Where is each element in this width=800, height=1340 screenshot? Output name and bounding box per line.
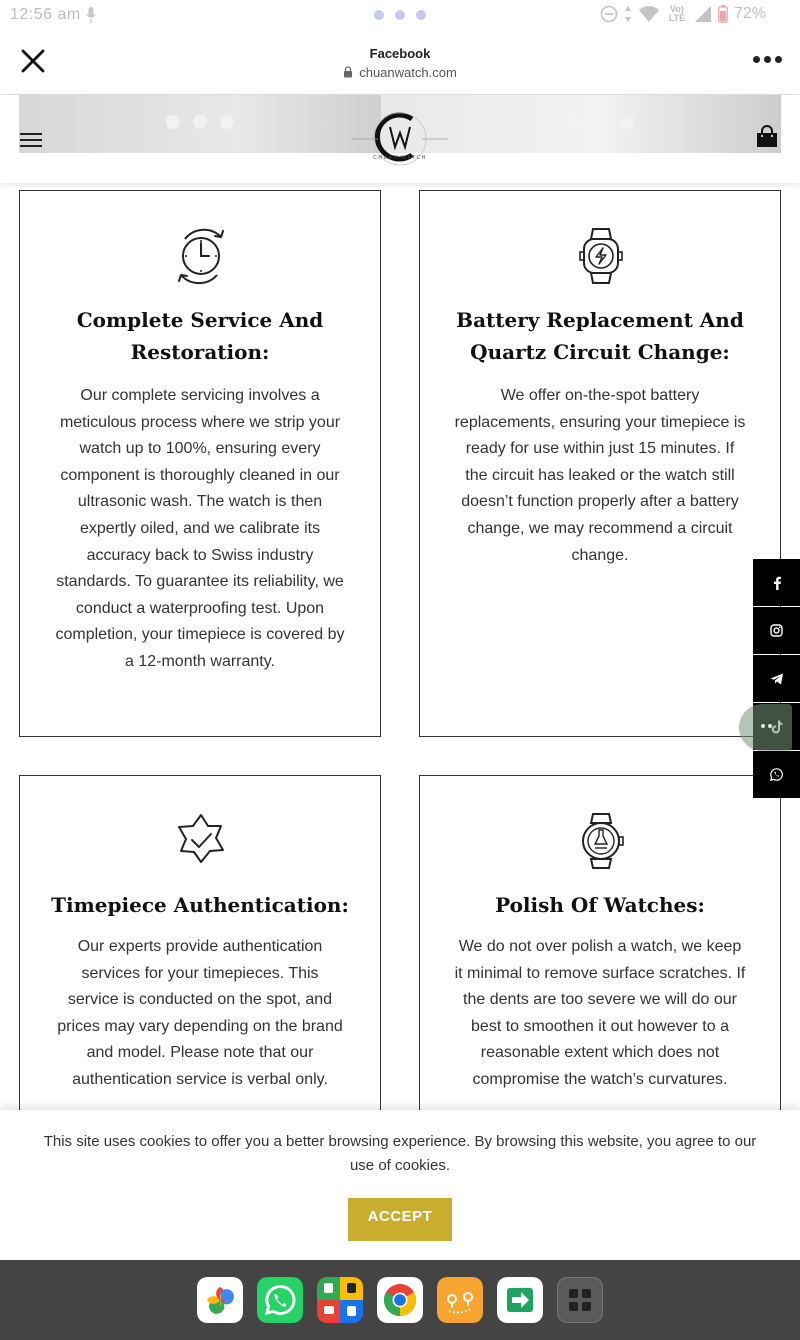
- data-arrows-icon: [624, 5, 632, 23]
- verified-badge-icon: [171, 810, 231, 872]
- whatsapp-icon: [770, 768, 783, 781]
- browser-title: Facebook: [369, 46, 431, 61]
- site-logo[interactable]: [350, 107, 450, 171]
- browser-url: [0, 65, 800, 80]
- whatsapp-button[interactable]: [753, 751, 800, 798]
- card-text: Our complete servicing involves a meticulous process where we strip your watch up to 100%, ensuring every component is thoroughly cleaned in our ultrasonic wash. The watch is then expertly oiled, and we calibrate its accuracy back to Swiss industry standards. To guarantee its reliability, we conduct a waterproofing test. Upon completion, your timepiece is covered by a 12-month warranty.: [55, 387, 345, 670]
- card-title: Timepiece Authentication:: [51, 893, 349, 917]
- chrome-icon[interactable]: [377, 1277, 423, 1323]
- floating-chat-bubble[interactable]: [739, 704, 792, 751]
- card-title: Battery Replacement And Quartz Circuit Change:: [456, 308, 744, 364]
- maps-icon[interactable]: [437, 1277, 483, 1323]
- slider-dots-right[interactable]: [566, 115, 634, 129]
- watch-polish-icon: [571, 810, 631, 872]
- microphone-icon: [86, 7, 96, 23]
- card-title: Polish Of Watches:: [495, 893, 705, 917]
- facebook-button[interactable]: [753, 559, 800, 606]
- battery-icon: [718, 5, 728, 23]
- dnd-icon: [600, 5, 618, 23]
- facebook-icon: [772, 576, 782, 590]
- transit-icon[interactable]: [317, 1277, 363, 1323]
- clock-service-icon: [171, 225, 231, 287]
- telegram-button[interactable]: [753, 655, 800, 702]
- hamburger-menu-icon[interactable]: [20, 131, 44, 149]
- service-card-restoration: [19, 190, 381, 737]
- card-text: We offer on-the-spot battery replacements, ensuring your timepiece is ready for use within just 15 minutes. If the circuit has leaked or the watch still doesn’t function properly after a battery change, we may recommend a circuit change.: [454, 387, 746, 564]
- card-title: Complete Service And Restoration:: [76, 308, 324, 364]
- logo-subtext: CHUAN WATCH: [373, 155, 427, 161]
- cookie-message: This site uses cookies to offer you a better browsing experience. By browsing this website, you agree to our use of cookies.: [43, 1133, 757, 1174]
- watch-battery-icon: [571, 225, 631, 287]
- status-bar: [0, 0, 800, 32]
- site-header: [0, 95, 800, 183]
- service-card-battery: [419, 190, 781, 737]
- wifi-icon: [638, 5, 660, 23]
- instagram-icon: [770, 624, 783, 637]
- browser-url-text: chuanwatch.com: [359, 65, 457, 80]
- slider-dots-left[interactable]: [166, 115, 234, 129]
- in-app-browser-header: [0, 32, 800, 95]
- status-time: 12:56 am: [10, 6, 81, 23]
- accept-cookies-button[interactable]: ACCEPT: [348, 1198, 452, 1241]
- cookie-banner: [0, 1110, 800, 1260]
- forward-app-icon[interactable]: [497, 1277, 543, 1323]
- lock-icon: [343, 66, 353, 78]
- telegram-icon: [770, 673, 784, 685]
- social-sidebar: [753, 559, 800, 799]
- network-label: Vo) LTE: [668, 4, 686, 23]
- notification-dots: [374, 10, 426, 20]
- app-dock: [0, 1260, 800, 1340]
- photos-icon[interactable]: [197, 1277, 243, 1323]
- app-drawer-icon[interactable]: [557, 1277, 603, 1323]
- card-text: We do not over polish a watch, we keep it minimal to remove surface scratches. If the dents are too severe we will do our best to smoothen it out however to a reasonable extent which does not compromise the watch’s curvatures.: [454, 938, 746, 1088]
- shopping-bag-icon[interactable]: [755, 125, 779, 149]
- signal-icon: [694, 5, 712, 23]
- battery-level: 72%: [733, 5, 766, 22]
- status-icons: [600, 5, 766, 23]
- whatsapp-icon[interactable]: [257, 1277, 303, 1323]
- card-text: Our experts provide authentication services for your timepieces. This service is conducted on the spot, and prices may vary depending on the brand and model. Please note that our authentication service is verbal only.: [57, 938, 343, 1088]
- more-options-icon[interactable]: [753, 56, 782, 63]
- instagram-button[interactable]: [753, 607, 800, 654]
